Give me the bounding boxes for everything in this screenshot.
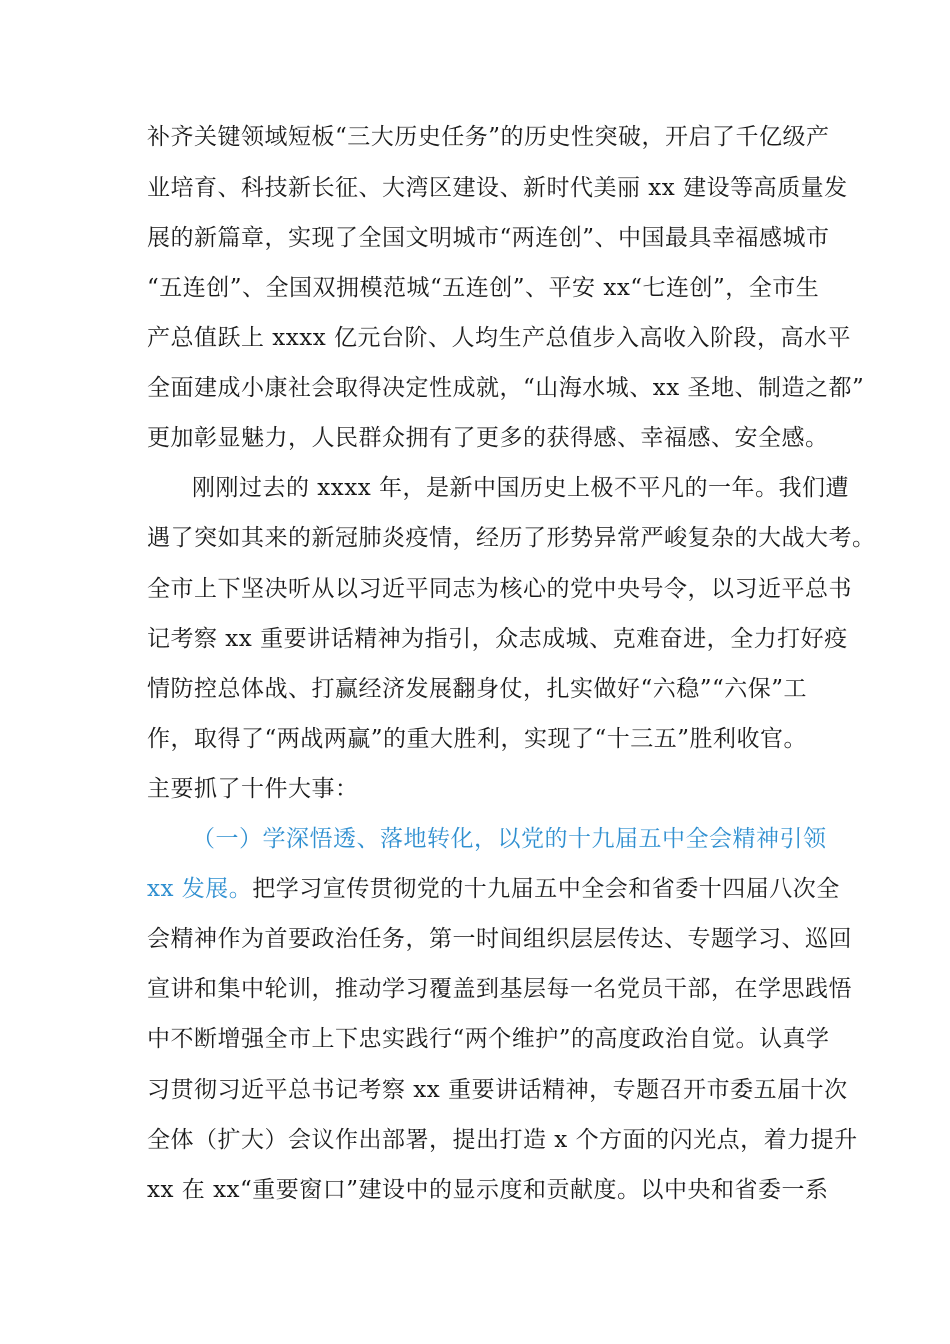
paragraph-1-line-3: 展的新篇章，实现了全国文明城市“两连创”、中国最具幸福感城市 [147, 225, 830, 251]
section-heading-line-1: （一）学深悟透、落地转化，以党的十九届五中全会精神引领 [192, 826, 827, 852]
section-heading-line-2: xx 发展。 [147, 876, 253, 902]
paragraph-3-line-3: 宣讲和集中轮训，推动学习覆盖到基层每一名党员干部，在学思践悟 [147, 976, 852, 1002]
paragraph-3-line-2: 会精神作为首要政治任务，第一时间组织层层传达、专题学习、巡回 [147, 926, 852, 952]
paragraph-2-line-7: 主要抓了十件大事： [147, 776, 359, 802]
paragraph-3-line-6: 全体（扩大）会议作出部署，提出打造 x 个方面的闪光点，着力提升 [147, 1127, 858, 1153]
paragraph-1-line-7: 更加彰显魅力，人民群众拥有了更多的获得感、幸福感、安全感。 [147, 425, 829, 451]
paragraph-2-line-5: 情防控总体战、打赢经济发展翻身仗，扎实做好“六稳”“六保”工 [147, 676, 808, 702]
paragraph-1-line-2: 业培育、科技新长征、大湾区建设、新时代美丽 xx 建设等高质量发 [147, 175, 848, 201]
paragraph-2-line-2: 遇了突如其来的新冠肺炎疫情，经历了形势异常严峻复杂的大战大考。 [147, 525, 876, 551]
paragraph-3-line-4: 中不断增强全市上下忠实践行“两个维护”的高度政治自觉。认真学 [147, 1026, 830, 1052]
paragraph-1-line-1: 补齐关键领域短板“三大历史任务”的历史性突破，开启了千亿级产 [147, 124, 830, 150]
paragraph-2-line-6: 作，取得了“两战两赢”的重大胜利，实现了“十三五”胜利收官。 [147, 726, 808, 752]
paragraph-1-line-6: 全面建成小康社会取得决定性成就，“山海水城、xx 圣地、制造之都” [147, 375, 865, 401]
paragraph-1-line-4: “五连创”、全国双拥模范城“五连创”、平安 xx“七连创”，全市生 [147, 275, 820, 301]
paragraph-3-line-1-rest: 把学习宣传贯彻党的十九届五中全会和省委十四届八次全 [252, 876, 840, 902]
paragraph-3-line-5: 习贯彻习近平总书记考察 xx 重要讲话精神，专题召开市委五届十次 [147, 1077, 848, 1103]
paragraph-3-line-1 [147, 874, 840, 904]
paragraph-1-line-5: 产总值跃上 xxxx 亿元台阶、人均生产总值步入高收入阶段，高水平 [147, 325, 852, 351]
paragraph-2-line-3: 全市上下坚决听从以习近平同志为核心的党中央号令，以习近平总书 [147, 576, 852, 602]
paragraph-2-line-4: 记考察 xx 重要讲话精神为指引，众志成城、克难奋进，全力打好疫 [147, 626, 848, 652]
paragraph-2-line-1: 刚刚过去的 xxxx 年，是新中国历史上极不平凡的一年。我们遭 [192, 475, 850, 501]
paragraph-3-line-7: xx 在 xx“重要窗口”建设中的显示度和贡献度。以中央和省委一系 [147, 1177, 829, 1203]
